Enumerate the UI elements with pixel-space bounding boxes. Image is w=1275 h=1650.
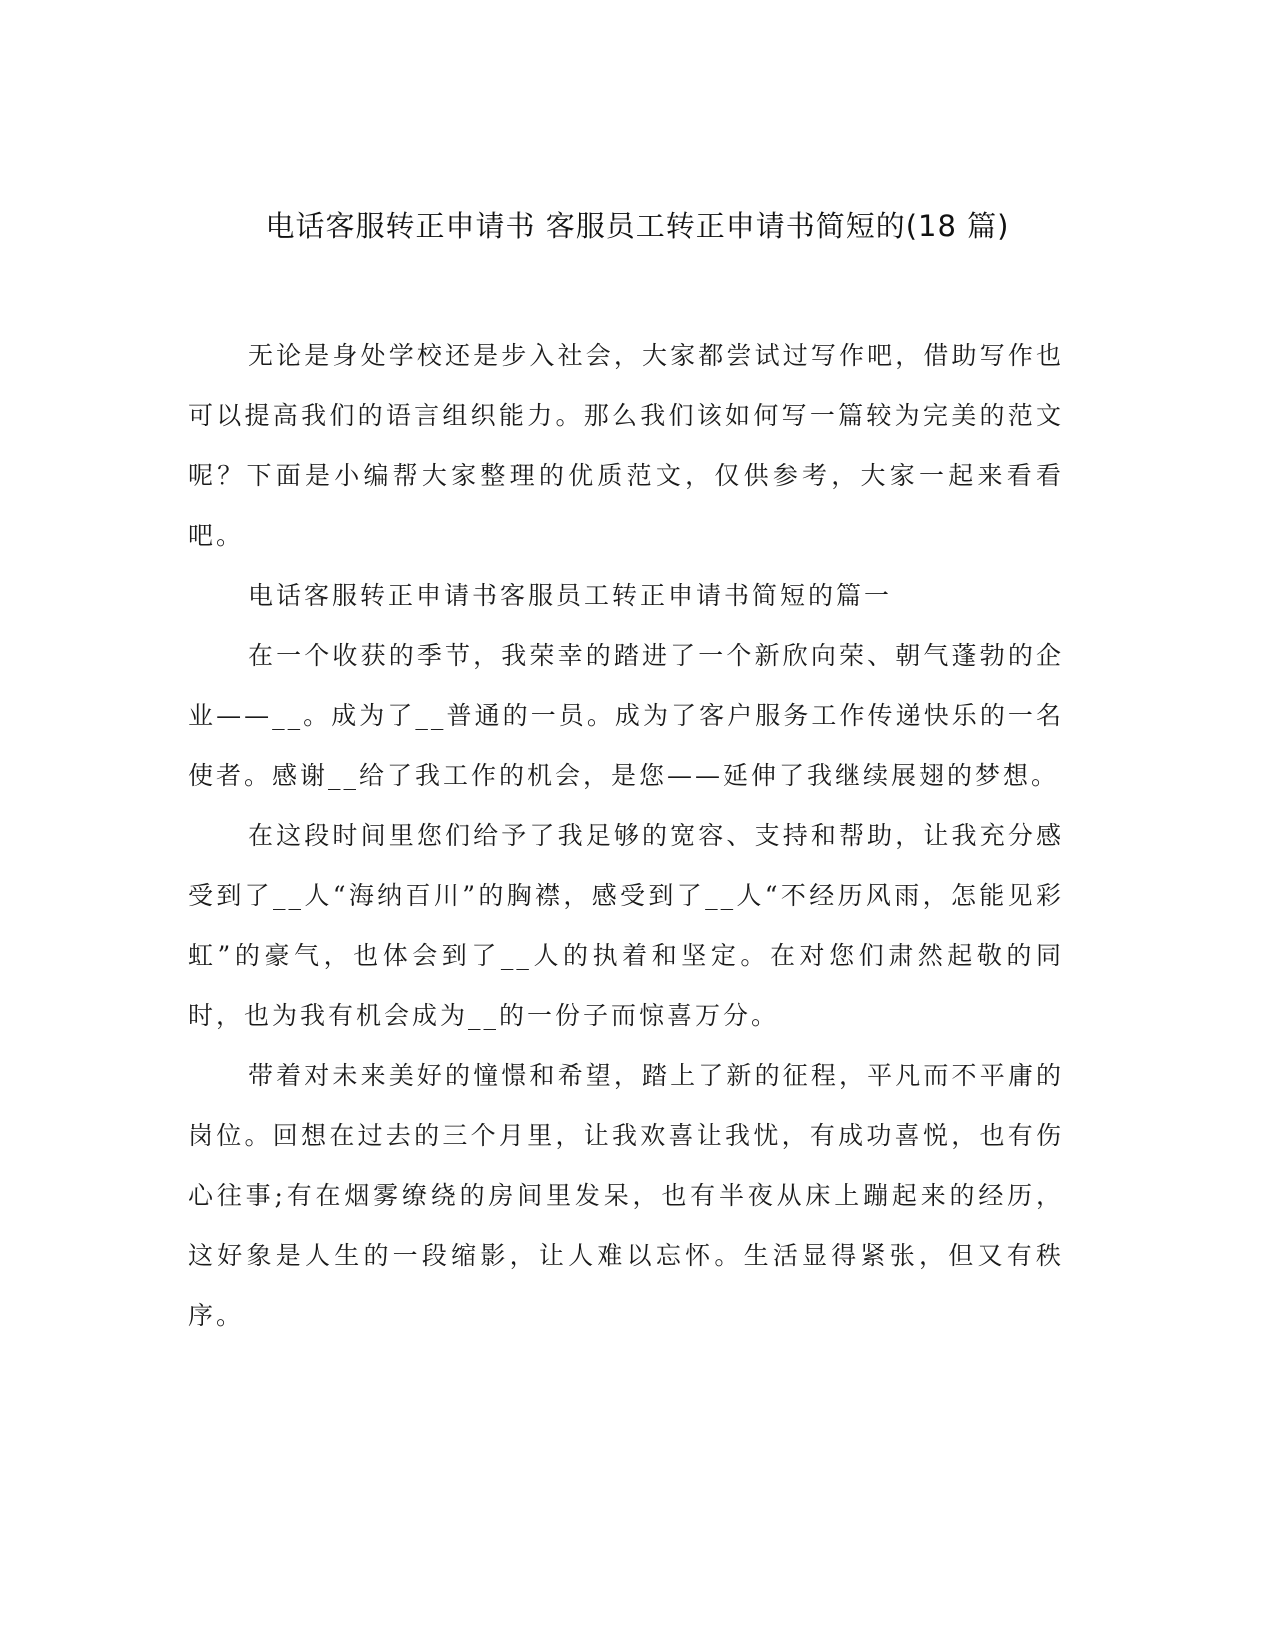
body-paragraph-2: 在这段时间里您们给予了我足够的宽容、支持和帮助，让我充分感受到了__人“海纳百川”的胸襟，感受到了__人“不经历风雨，怎能见彩虹”的豪气，也体会到了__人的执着和坚定。在对您们肃然起敬的同时，也为我有机会成为__的一份子而惊喜万分。 — [188, 821, 1064, 1030]
intro-paragraph: 无论是身处学校还是步入社会，大家都尝试过写作吧，借助写作也可以提高我们的语言组织能力。那么我们该如何写一篇较为完美的范文呢？下面是小编帮大家整理的优质范文，仅供参考，大家一起来看看吧。 — [188, 341, 1064, 550]
section-heading: 电话客服转正申请书客服员工转正申请书简短的篇一 — [248, 581, 893, 610]
document-title: 电话客服转正申请书 客服员工转正申请书简短的(18 篇) — [265, 209, 1010, 243]
body-paragraph-1: 在一个收获的季节，我荣幸的踏进了一个新欣向荣、朝气蓬勃的企业——__。成为了__普通的一员。成为了客户服务工作传递快乐的一名使者。感谢__给了我工作的机会，是您——延伸了我继续展翅的梦想。 — [188, 641, 1064, 790]
document-body — [188, 326, 1064, 1346]
body-paragraph-3: 带着对未来美好的憧憬和希望，踏上了新的征程，平凡而不平庸的岗位。回想在过去的三个月里，让我欢喜让我忧，有成功喜悦，也有伤心往事;有在烟雾缭绕的房间里发呆，也有半夜从床上蹦起来的经历，这好象是人生的一段缩影，让人难以忘怀。生活显得紧张，但又有秩序。 — [188, 1061, 1064, 1330]
